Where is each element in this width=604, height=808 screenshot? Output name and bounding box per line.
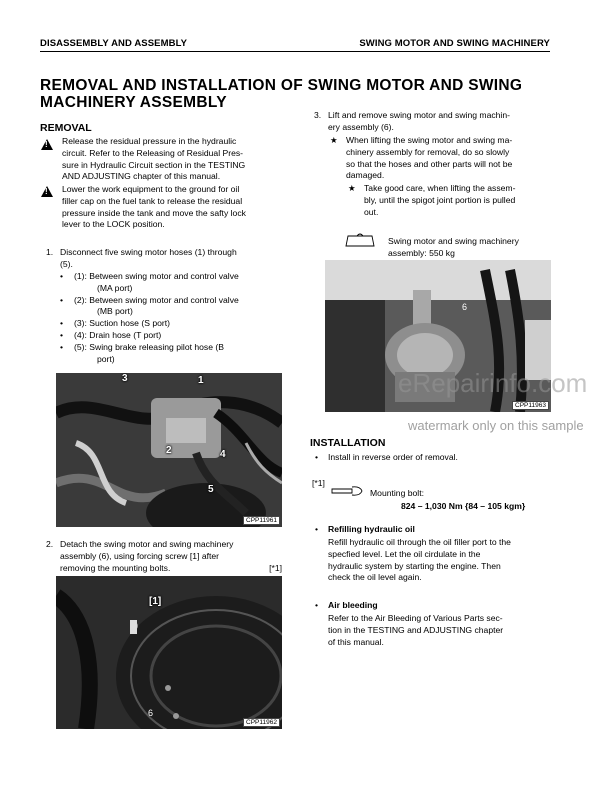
figure-forcing-screw	[56, 576, 282, 729]
warning-triangle-icon	[41, 139, 53, 150]
step-3-text: Lift and remove swing motor and swing machin- ery assembly (6).	[328, 110, 510, 132]
watermark-site: eRepairinfo.com	[398, 368, 588, 398]
installation-ref: [*1]	[312, 478, 325, 488]
header-left: DISASSEMBLY AND ASSEMBLY	[40, 38, 188, 49]
callout-3: 3	[122, 373, 128, 384]
page-title-line2: MACHINERY ASSEMBLY	[40, 94, 227, 111]
callout-6: 6	[148, 708, 154, 718]
removal-heading: REMOVAL	[40, 122, 92, 134]
step-2-text: Detach the swing motor and swing machinery assembly (6), using forcing screw [1] after removing the mounting bolts. [*1]	[60, 539, 282, 573]
callout-1: 1	[198, 375, 204, 386]
weight-text: Swing motor and swing machinery assembly: 550 kg	[388, 236, 519, 258]
step-1-number: 1.	[46, 247, 54, 257]
callout-forcing-screw: [1]	[149, 596, 162, 607]
watermark-note: watermark only on this sample	[408, 418, 584, 433]
figure-3-code: CPP11963	[512, 401, 549, 410]
installation-heading: INSTALLATION	[310, 437, 386, 449]
bullet-icon: •	[315, 524, 319, 534]
weight-icon	[344, 232, 376, 248]
callout-6: 6	[462, 302, 468, 312]
step-1-text: Disconnect five swing motor hoses (1) through (5).	[60, 247, 237, 269]
header-right: SWING MOTOR AND SWING MACHINERY	[359, 38, 550, 49]
step-3-number: 3.	[314, 110, 322, 120]
air-bleeding-heading: Air bleeding	[328, 600, 378, 610]
wrench-icon	[330, 484, 364, 498]
page-title-line1: REMOVAL AND INSTALLATION OF SWING MOTOR AND SWING	[40, 77, 523, 94]
refill-heading: Refilling hydraulic oil	[328, 524, 415, 534]
air-bleeding-text: Refer to the Air Bleeding of Various Parts sec- tion in the TESTING and ADJUSTING chapter of this manual.	[328, 613, 504, 647]
warning-2: Lower the work equipment to the ground for oil filler cap on the fuel tank to release the residual pressure inside the tank and move the safty lock lever to the LOCK position.	[62, 184, 246, 230]
figure-1-code: CPP11961	[243, 516, 280, 525]
figure-2-illustration	[56, 576, 282, 729]
installation-bullet: Install in reverse order of removal.	[328, 452, 458, 462]
bolt-torque: 824 – 1,030 Nm {84 – 105 kgm}	[401, 501, 526, 511]
header-rule	[40, 51, 550, 52]
callout-2: 2	[166, 445, 172, 456]
bullet-icon: •	[315, 600, 319, 610]
note-star-icon: ★	[348, 183, 356, 193]
callout-4: 4	[220, 449, 226, 460]
step-1-bullets: • (1): Between swing motor and control valve (MA port) • (2): Between swing motor and control valve (MB port) • (3): Suction hose (S port) • (4): Drain hose (T port) • (5): Swing brake releasing pilot hose (B port)	[60, 271, 239, 364]
step-3-note-2: Take good care, when lifting the assem- bly, until the spigot joint portion is pulled out.	[364, 183, 516, 217]
step-2-number: 2.	[46, 539, 54, 549]
figure-2-code: CPP11962	[243, 718, 280, 727]
refill-text: Refill hydraulic oil through the oil filler port to the specfied level. Let the oil cirdulate in the hydraulic system by starting the engine. Then check the oil level again.	[328, 537, 511, 583]
warning-1: Release the residual pressure in the hydraulic circuit. Refer to the Releasing of Residual Pres- sure in Hydraulic Circuit section in the TESTING AND ADJUSTING chapter of this manual.	[62, 136, 246, 182]
note-star-icon: ★	[330, 135, 338, 145]
figure-swing-motor-hoses	[56, 373, 282, 527]
callout-5: 5	[208, 484, 214, 495]
step-3-note-1: When lifting the swing motor and swing ma- chinery assembly for removal, do so slowly so that the hoses and other parts will not be damaged.	[346, 135, 513, 181]
bolt-label: Mounting bolt:	[370, 488, 424, 498]
bullet-icon: •	[315, 452, 319, 462]
warning-triangle-icon	[41, 186, 53, 197]
